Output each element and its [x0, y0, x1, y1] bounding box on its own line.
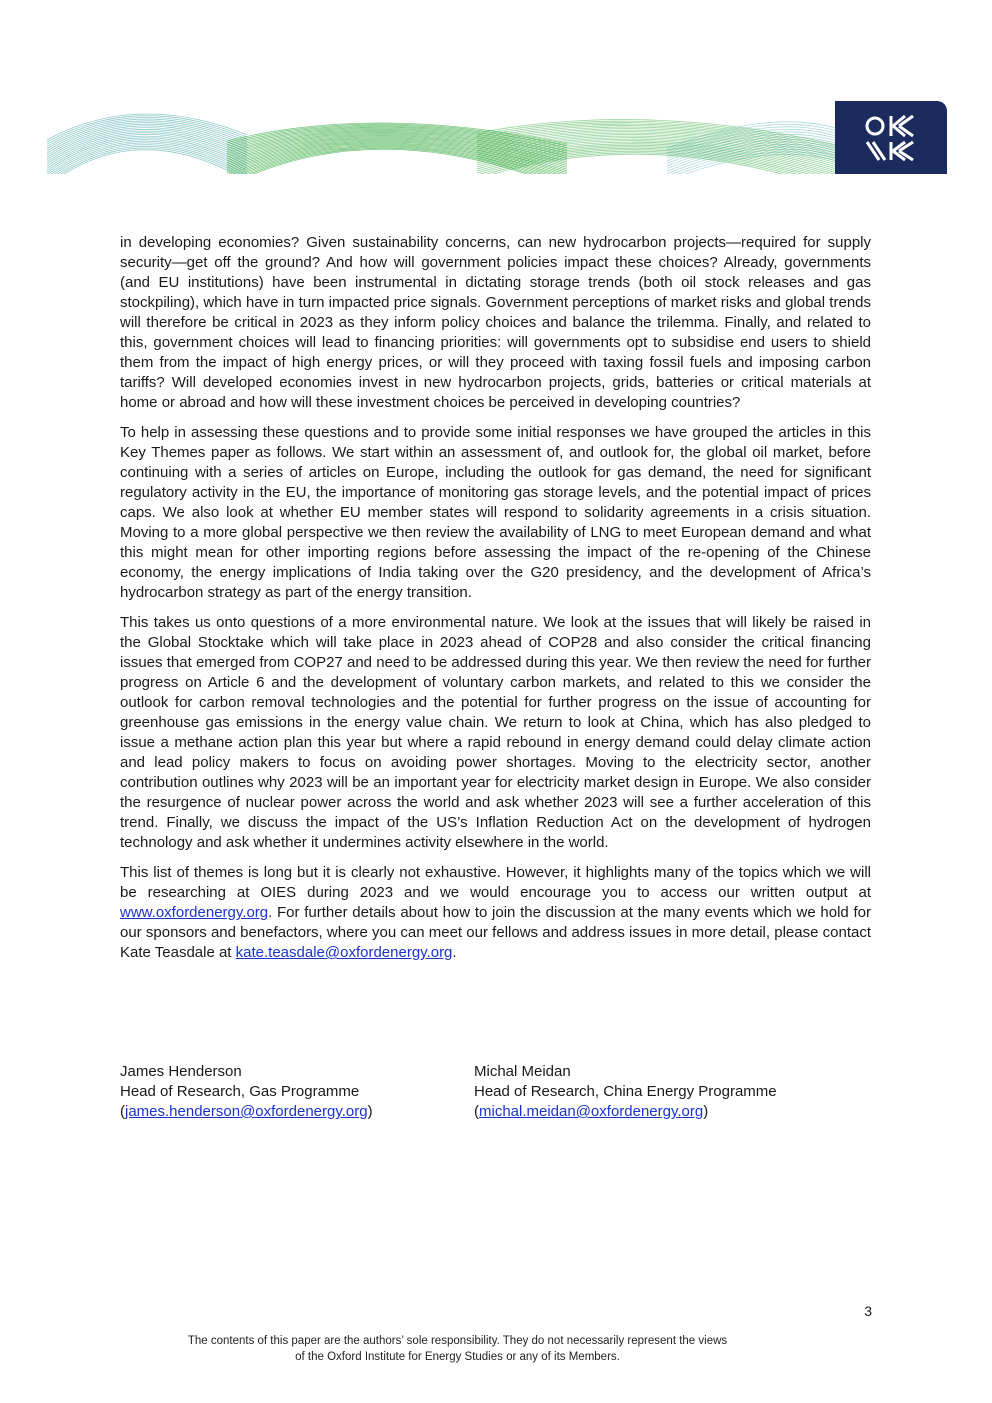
paragraph-1: in developing economies? Given sustainability concerns, can new hydrocarbon projects—required for supply security—get off the ground? And how will government policies impact these choices? Already, governments (and EU institutions) have been instrumental in dictating storage trends (both oil stock releases and gas stockpiling), which have in turn impacted price signals. Government perceptions of market risks and global trends will therefore be critical in 2023 as they inform policy choices and balance the trilemma. Finally, and related to this, government choices will lead to financing priorities: will governments opt to subsidise end users to shield them from the impact of high energy prices, or will they proceed with taxing fossil fuels and imposing carbon tariffs? Will developed economies invest in new hydrocarbon projects, grids, batteries or critical materials at home or abroad and how will these investment choices be perceived in developing countries?: [120, 234, 871, 411]
footer-line-2: of the Oxford Institute for Energy Studies or any of its Members.: [295, 1351, 620, 1363]
logo-box[interactable]: [835, 101, 947, 174]
article-body: [120, 233, 871, 973]
signature-email-line: [474, 1102, 777, 1122]
paragraph-4-text-b: . For further details about how to join the discussion at the many events which we hold for our sponsors and benefactors, where you can meet our fellows and address issues in more detail, please contact Kate Teasdale at: [120, 904, 871, 961]
paren-open: (: [120, 1103, 125, 1120]
signature-title: Head of Research, Gas Programme: [120, 1083, 360, 1100]
paragraph-3: This takes us onto questions of a more environmental nature. We look at the issues that will likely be raised in the Global Stocktake which will take place in 2023 ahead of COP28 and also consider the critical financing issues that emerged from COP27 and need to be addressed during this year. We then review the need for further progress on Article 6 and the development of voluntary carbon markets, and related to this we consider the outlook for carbon removal technologies and the potential for further progress on the issue of accounting for greenhouse gas emissions in the energy value chain. We return to look at China, which has also pledged to issue a methane action plan this year but where a rapid rebound in energy demand could delay climate action and lead policy makers to focus on avoiding power shortages. Moving to the electricity sector, another contribution outlines why 2023 will be an important year for electricity market design in Europe. We also consider the resurgence of nuclear power across the world and ask whether 2023 will see a further acceleration of this trend. Finally, we discuss the impact of the US’s Inflation Reduction Act on the development of hydrogen technology and ask whether it undermines activity elsewhere in the world.: [120, 614, 871, 851]
signature-henderson: [120, 1062, 373, 1122]
paragraph-4: [120, 863, 871, 963]
signature-meidan: [474, 1062, 777, 1122]
signature-name: James Henderson: [120, 1063, 242, 1080]
paren-close: ): [367, 1103, 373, 1120]
page-number: 3: [864, 1303, 872, 1319]
header-banner: [47, 101, 947, 174]
oies-logo: [863, 112, 919, 164]
kate-teasdale-email-link[interactable]: kate.teasdale@oxfordenergy.org: [235, 944, 453, 961]
wave-pattern: [47, 101, 837, 174]
signature-name: Michal Meidan: [474, 1063, 571, 1080]
paren-close: ): [703, 1103, 709, 1120]
paragraph-4-text-a: This list of themes is long but it is clearly not exhaustive. However, it highlights many of the topics which we will be researching at OIES during 2023 and we would encourage you to access our written output at: [120, 864, 871, 901]
paragraph-2: To help in assessing these questions and to provide some initial responses we have grouped the articles in this Key Themes paper as follows. We start within an assessment of, and outlook for, the global oil market, before continuing with a series of articles on Europe, including the outlook for gas demand, the need for significant regulatory activity in the EU, the importance of monitoring gas storage levels, and the potential impact of prices caps. We also look at whether EU member states will respond to solidarity agreements in a crisis situation. Moving to a more global perspective we then review the availability of LNG to meet European demand and what this might mean for other importing regions before assessing the impact of the re-opening of the Chinese economy, the energy implications of India taking over the G20 presidency, and the development of Africa’s hydrocarbon strategy as part of the energy transition.: [120, 424, 871, 601]
henderson-email-link[interactable]: james.henderson@oxfordenergy.org: [125, 1103, 368, 1120]
paragraph-4-text-c: .: [452, 944, 457, 961]
meidan-email-link[interactable]: michal.meidan@oxfordenergy.org: [479, 1103, 704, 1120]
oies-website-link[interactable]: www.oxfordenergy.org: [120, 904, 269, 921]
paren-open: (: [474, 1103, 479, 1120]
signature-email-line: [120, 1102, 373, 1122]
footer-line-1: The contents of this paper are the authors’ sole responsibility. They do not necessarily represent the views: [187, 1335, 728, 1347]
signature-title: Head of Research, China Energy Programme: [474, 1083, 777, 1100]
footer-disclaimer: [120, 1333, 795, 1365]
